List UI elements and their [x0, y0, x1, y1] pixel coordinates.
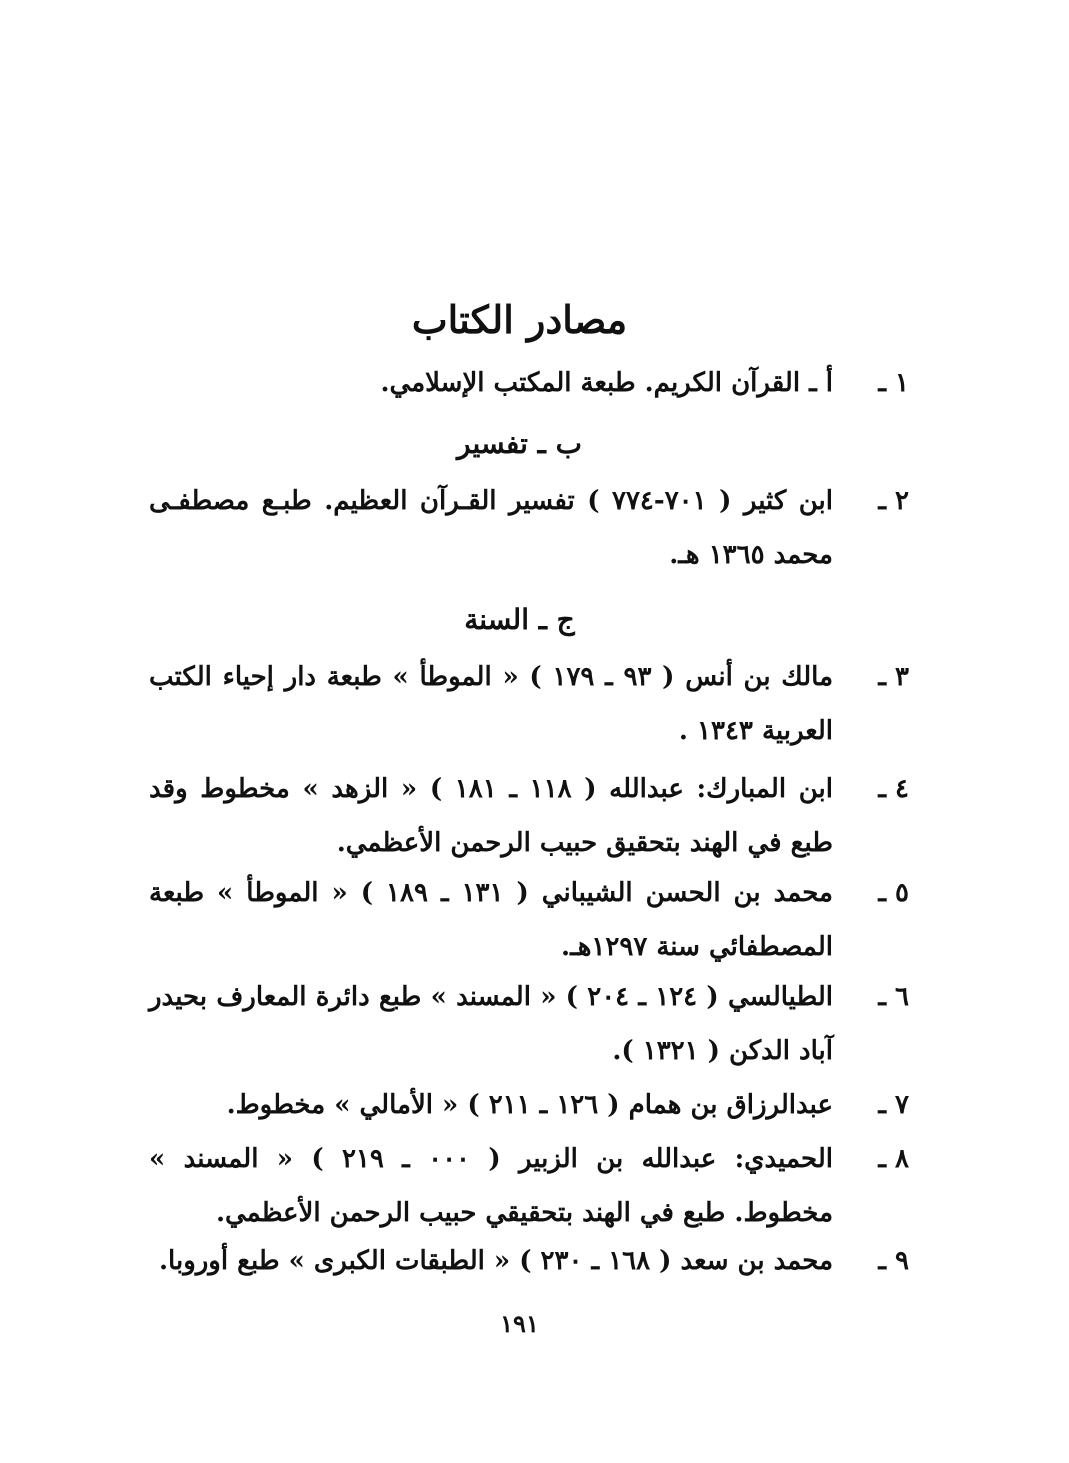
entry-text: ابن كثير ( ٧٠١-٧٧٤ ) تفسير القـرآن العظيم. طبـع مصطفـى محمد ١٣٦٥ هـ. — [149, 486, 833, 570]
list-item — [149, 866, 909, 974]
entry-number: ١ ـ — [878, 368, 909, 398]
entry-text: مالك بن أنس ( ٩٣ ـ ١٧٩ ) « الموطأ » طبعة دار إحياء الكتب العربية ١٣٤٣ . — [149, 662, 833, 746]
entry-text: الحميدي: عبدالله بن الزبير ( ٠٠٠ ـ ٢١٩ ) « المسند » مخطوط. طبع في الهند بتحقيقي حبيب الرحمن الأعظمي. — [149, 1144, 833, 1228]
entry-text: محمد بن الحسن الشيباني ( ١٣١ ـ ١٨٩ ) « الموطأ » طبعة المصطفائي سنة ١٢٩٧هـ. — [149, 878, 833, 962]
list-item — [149, 650, 909, 758]
list-item — [149, 1078, 909, 1132]
list-item — [149, 1132, 909, 1240]
entry-number: ٢ ـ — [878, 486, 909, 516]
page-title: مصادر الكتاب — [411, 297, 628, 342]
page-number: ١٩١ — [500, 1309, 539, 1338]
list-item — [149, 474, 909, 582]
entry-number: ٦ ـ — [878, 982, 909, 1012]
list-item — [149, 970, 909, 1078]
entry-number: ٤ ـ — [878, 774, 909, 804]
entry-text: أ ـ القرآن الكريم. طبعة المكتب الإسلامي. — [380, 368, 833, 398]
entry-text: محمد بن سعد ( ١٦٨ ـ ٢٣٠ ) « الطبقات الكبرى » طبع أوروبا. — [158, 1246, 833, 1276]
entry-text: الطيالسي ( ١٢٤ ـ ٢٠٤ ) « المسند » طبع دائرة المعارف بحيدر آباد الدكن ( ١٣٢١ ). — [149, 982, 833, 1066]
entry-text: عبدالرزاق بن همام ( ١٢٦ ـ ٢١١ ) « الأمالي » مخطوط. — [226, 1090, 833, 1120]
entry-number: ٥ ـ — [878, 878, 909, 908]
list-item — [149, 356, 909, 410]
entry-text: ابن المبارك: عبدالله ( ١١٨ ـ ١٨١ ) « الزهد » مخطوط وقد طبع في الهند بتحقيق حبيب الرحمن الأعظمي. — [149, 774, 833, 858]
entry-number: ٧ ـ — [878, 1090, 909, 1120]
list-item — [149, 1234, 909, 1288]
section-heading: ب ـ تفسير — [457, 427, 582, 460]
list-item — [149, 762, 909, 870]
section-heading: ج ـ السنة — [464, 603, 575, 636]
entry-number: ٩ ـ — [878, 1246, 909, 1276]
entry-number: ٨ ـ — [878, 1144, 909, 1174]
entry-number: ٣ ـ — [878, 662, 909, 692]
